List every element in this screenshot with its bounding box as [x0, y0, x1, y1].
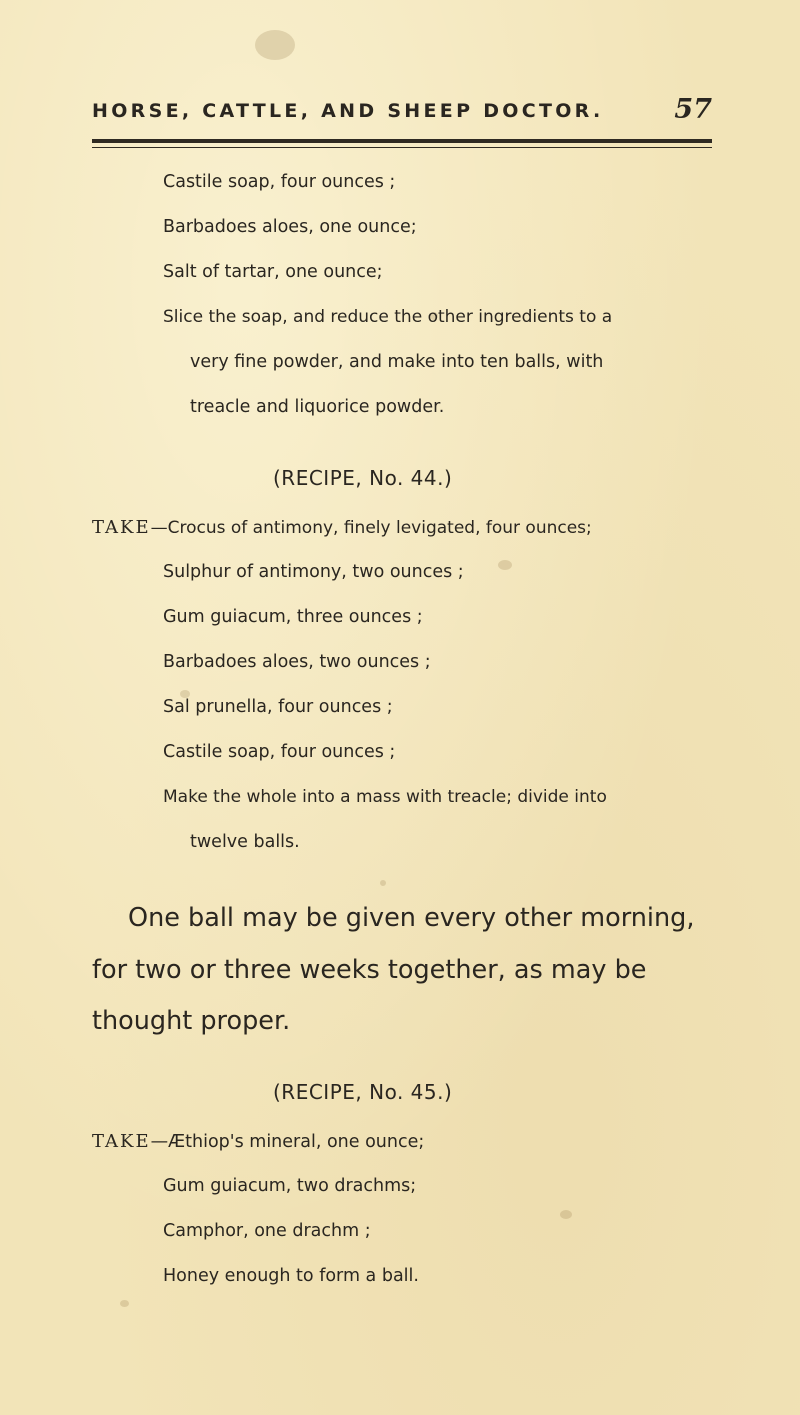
- recipe-heading: (RECIPE, No. 44.): [273, 466, 453, 490]
- text-line: Barbadoes aloes, two ounces ;: [163, 652, 431, 672]
- text-line: Sal prunella, four ounces ;: [163, 697, 393, 717]
- header-rule-thick: [92, 139, 712, 143]
- take-word: TAKE: [92, 1131, 151, 1152]
- recipe-first-line: [92, 517, 592, 538]
- text-line: Barbadoes aloes, one ounce;: [163, 217, 417, 237]
- note-line: thought proper.: [92, 1006, 291, 1036]
- recipe-first-line-text: —Crocus of antimony, finely levigated, four ounces;: [150, 518, 592, 538]
- page-number: 57: [674, 94, 712, 125]
- text-line: treacle and liquorice powder.: [190, 397, 445, 417]
- text-line: Castile soap, four ounces ;: [163, 172, 396, 192]
- text-line: twelve balls.: [190, 832, 300, 852]
- text-line: Gum guiacum, three ounces ;: [163, 607, 423, 627]
- running-title: HORSE, CATTLE, AND SHEEP DOCTOR.: [92, 100, 604, 122]
- note-line: One ball may be given every other morning,: [128, 903, 695, 933]
- text-line: Make the whole into a mass with treacle; divide into: [163, 787, 607, 807]
- text-line: Slice the soap, and reduce the other ingredients to a: [163, 307, 613, 327]
- text-line: Gum guiacum, two drachms;: [163, 1176, 417, 1196]
- text-line: Salt of tartar, one ounce;: [163, 262, 383, 282]
- text-line: Honey enough to form a ball.: [163, 1266, 419, 1286]
- text-line: Sulphur of antimony, two ounces ;: [163, 562, 464, 582]
- recipe-first-line-text: —Æthiop's mineral, one ounce;: [150, 1132, 425, 1152]
- text-line: Camphor, one drachm ;: [163, 1221, 371, 1241]
- take-word: TAKE: [92, 517, 151, 538]
- text-line: Castile soap, four ounces ;: [163, 742, 396, 762]
- recipe-first-line: [92, 1131, 424, 1152]
- page-header: [92, 92, 712, 132]
- text-line: very fine powder, and make into ten balls, with: [190, 352, 604, 372]
- recipe-heading: (RECIPE, No. 45.): [273, 1080, 453, 1104]
- note-line: for two or three weeks together, as may be: [92, 955, 647, 985]
- header-rule-thin: [92, 147, 712, 148]
